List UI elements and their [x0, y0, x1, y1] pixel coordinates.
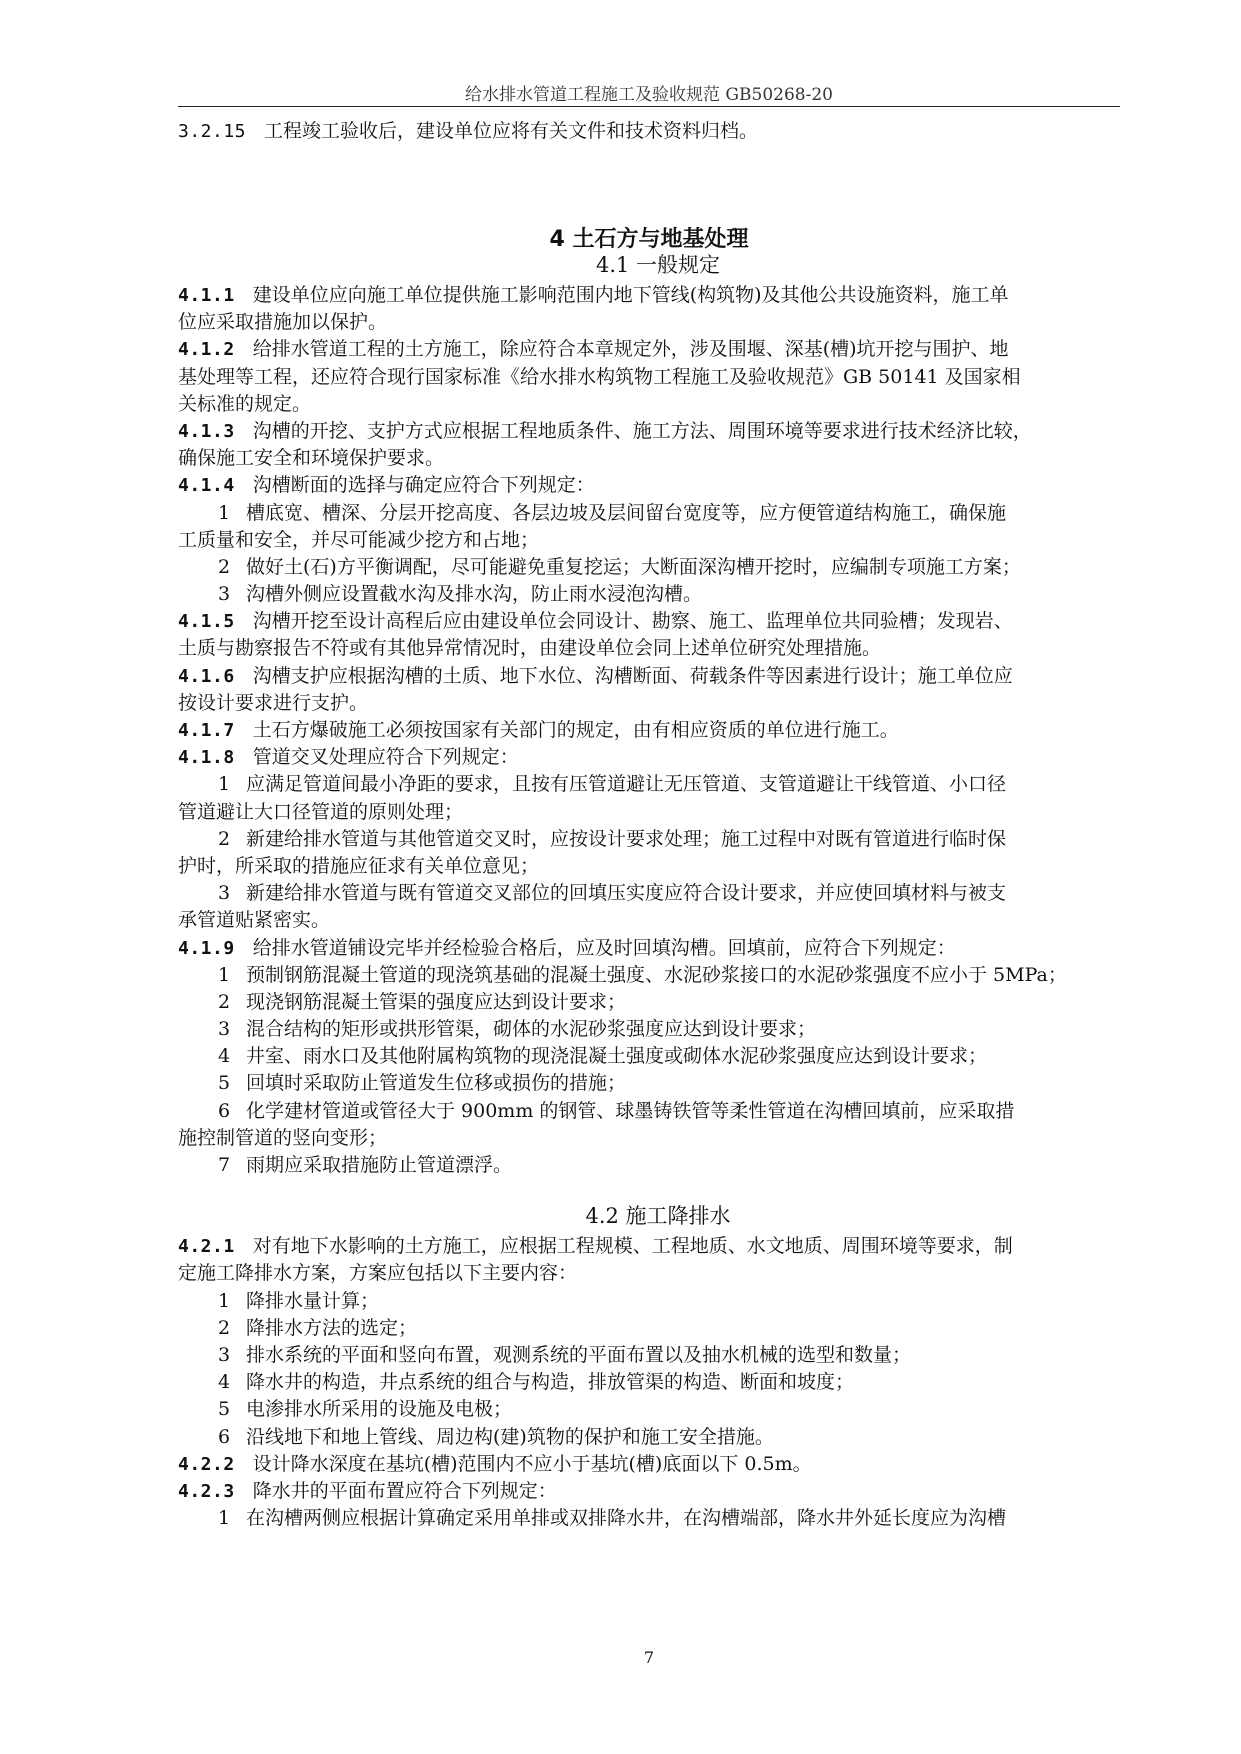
clause-text: 土石方爆破施工必须按国家有关部门的规定，由有相应资质的单位进行施工。: [252, 719, 899, 741]
clause-4-1-7: [178, 717, 1138, 744]
list-item: [178, 1070, 1138, 1097]
clause-text: 设计降水深度在基坑(槽)范围内不应小于基坑(槽)底面以下 0.5m。: [252, 1452, 812, 1475]
list-item: [178, 1369, 1138, 1396]
clause-4-2-2: [178, 1451, 1138, 1478]
item-number: 4: [218, 1045, 231, 1068]
clause-number: 4.1.7: [178, 720, 235, 741]
item-text: 降排水量计算；: [246, 1289, 380, 1312]
item-text: 井室、雨水口及其他附属构筑物的现浇混凝土强度或砌体水泥砂浆强度应达到设计要求；: [246, 1045, 988, 1068]
list-item: [178, 1152, 1138, 1179]
item-text-cont: 施控制管道的竖向变形；: [178, 1126, 388, 1149]
clause-4-1-8: [178, 744, 1138, 771]
item-number: 1: [218, 1289, 231, 1312]
clause-text: 管道交叉处理应符合下列规定：: [252, 746, 519, 769]
clause-4-1-5: [178, 608, 1138, 635]
clause-number: 4.2.3: [178, 1480, 235, 1502]
item-number: 3: [218, 1018, 231, 1041]
item-number: 3: [218, 1343, 231, 1366]
clause-number: 4.2.2: [178, 1453, 235, 1475]
item-text: 沟槽外侧应设置截水沟及排水沟，防止雨水浸泡沟槽。: [246, 583, 703, 606]
clause-number: 4.1.2: [178, 339, 235, 361]
clause-number: 4.1.1: [178, 285, 235, 306]
item-number: 4: [218, 1371, 231, 1394]
list-item: [178, 1315, 1138, 1342]
list-item: [178, 1288, 1138, 1315]
clause-text: 沟槽开挖至设计高程后应由建设单位会同设计、勘察、施工、监理单位共同验槽；发现岩、: [252, 610, 1013, 633]
list-item: [178, 1016, 1138, 1043]
section-gap: [178, 1179, 1138, 1199]
list-item: [178, 962, 1138, 989]
item-number: 3: [218, 583, 231, 606]
clause-3-2-15: [178, 118, 1138, 145]
item-text: 在沟槽两侧应根据计算确定采用单排或双排降水井，在沟槽端部，降水井外延长度应为沟槽: [246, 1507, 1007, 1530]
clause-4-1-9: [178, 935, 1138, 962]
clause-text: 沟槽断面的选择与确定应符合下列规定：: [252, 474, 595, 497]
list-item: [178, 1424, 1138, 1451]
item-text: 雨期应采取措施防止管道漂浮。: [246, 1154, 513, 1176]
section-4-1: [178, 248, 1138, 1532]
page-content: [178, 118, 1138, 145]
clause-text-cont: 土质与勘察报告不符或有其他异常情况时，由建设单位会同上述单位研究处理措施。: [178, 637, 882, 660]
clause-number: 4.1.5: [178, 611, 235, 633]
clause-text-cont: 关标准的规定。: [178, 392, 312, 415]
item-text: 化学建材管道或管径大于 900mm 的钢管、球墨铸铁管等柔性管道在沟槽回填前，应采取措: [246, 1099, 1015, 1122]
item-number: 2: [218, 555, 231, 578]
section-title-4-1: 4.1 一般规定: [595, 253, 721, 277]
list-item: [178, 581, 1138, 608]
clause-4-2-3: [178, 1478, 1138, 1505]
item-text-cont: 护时，所采取的措施应征求有关单位意见；: [178, 854, 540, 877]
clause-4-1-3: [178, 418, 1138, 445]
item-text: 降水井的构造，井点系统的组合与构造，排放管渠的构造、断面和坡度；: [246, 1371, 855, 1394]
item-text: 沿线地下和地上管线、周边构(建)筑物的保护和施工安全措施。: [246, 1425, 774, 1448]
clause-4-1-2: [178, 336, 1138, 363]
item-text-cont: 承管道贴紧密实。: [178, 909, 331, 932]
clause-number: 4.1.4: [178, 475, 235, 497]
clause-number: 3.2.15: [178, 121, 247, 142]
item-number: 5: [218, 1072, 231, 1095]
clause-number: 4.1.6: [178, 665, 235, 687]
clause-4-1-1: [178, 282, 1138, 309]
clause-4-1-4: [178, 472, 1138, 499]
item-text: 应满足管道间最小净距的要求，且按有压管道避让无压管道、支管道避让干线管道、小口径: [246, 773, 1007, 796]
clause-number: 4.2.1: [178, 1236, 235, 1258]
item-text: 新建给排水管道与其他管道交叉时，应按设计要求处理；施工过程中对既有管道进行临时保: [246, 827, 1007, 850]
clause-number: 4.1.8: [178, 747, 235, 769]
list-item: [178, 826, 1138, 853]
item-number: 1: [218, 773, 231, 796]
item-text: 排水系统的平面和竖向布置，观测系统的平面布置以及抽水机械的选型和数量；: [246, 1343, 912, 1366]
item-number: 6: [218, 1099, 231, 1122]
item-number: 6: [218, 1425, 231, 1448]
item-text-cont: 管道避让大口径管道的原则处理；: [178, 800, 464, 823]
item-text: 降排水方法的选定；: [246, 1316, 418, 1339]
item-text: 新建给排水管道与既有管道交叉部位的回填压实度应符合设计要求，并应使回填材料与被支: [246, 882, 1007, 905]
item-number: 2: [218, 1316, 231, 1339]
item-number: 7: [218, 1154, 231, 1176]
clause-text-cont: 按设计要求进行支护。: [178, 691, 369, 714]
section-title-4-2: 4.2 施工降排水: [585, 1204, 731, 1229]
chapter-title: 4 土石方与地基处理: [549, 227, 749, 252]
item-text-cont: 工质量和安全，并尽可能减少挖方和占地；: [178, 528, 540, 551]
clause-4-2-1: [178, 1233, 1138, 1260]
item-number: 1: [218, 501, 231, 524]
item-text: 预制钢筋混凝土管道的现浇筑基础的混凝土强度、水泥砂浆接口的水泥砂浆强度不应小于 5MPa；: [246, 963, 1067, 986]
item-text: 现浇钢筋混凝土管渠的强度应达到设计要求；: [246, 990, 627, 1013]
clause-text-cont: 确保施工安全和环境保护要求。: [178, 447, 445, 470]
list-item: [178, 880, 1138, 907]
item-text: 回填时采取防止管道发生位移或损伤的措施；: [246, 1072, 627, 1095]
running-header: 给水排水管道工程施工及验收规范 GB50268-20: [465, 85, 833, 105]
list-item: [178, 1043, 1138, 1070]
list-item: [178, 771, 1138, 798]
clause-text: 沟槽支护应根据沟槽的土质、地下水位、沟槽断面、荷载条件等因素进行设计；施工单位应: [252, 664, 1013, 687]
clause-text-cont: 定施工降排水方案，方案应包括以下主要内容：: [178, 1262, 578, 1285]
item-text: 混合结构的矩形或拱形管渠，砌体的水泥砂浆强度应达到设计要求；: [246, 1018, 817, 1041]
list-item: [178, 1342, 1138, 1369]
clause-text: 给排水管道工程的土方施工，除应符合本章规定外，涉及围堰、深基(槽)坑开挖与围护、地: [252, 338, 1009, 361]
clause-4-1-6: [178, 663, 1138, 690]
item-number: 2: [218, 990, 231, 1013]
item-number: 5: [218, 1398, 231, 1421]
item-number: 2: [218, 827, 231, 850]
list-item: [178, 1396, 1138, 1423]
clause-text-cont: 位应采取措施加以保护。: [178, 311, 388, 334]
list-item: [178, 1505, 1138, 1532]
item-number: 3: [218, 882, 231, 905]
item-number: 1: [218, 963, 231, 986]
page-number: 7: [643, 1648, 655, 1667]
clause-text: 降水井的平面布置应符合下列规定：: [252, 1479, 557, 1502]
clause-text: 工程竣工验收后，建设单位应将有关文件和技术资料归档。: [264, 120, 759, 142]
list-item: [178, 500, 1138, 527]
list-item: [178, 989, 1138, 1016]
header-rule: [178, 106, 1120, 107]
list-item: [178, 1098, 1138, 1125]
clause-text: 给排水管道铺设完毕并经检验合格后，应及时回填沟槽。回填前，应符合下列规定：: [252, 936, 956, 959]
item-text: 槽底宽、槽深、分层开挖高度、各层边坡及层间留台宽度等，应方便管道结构施工，确保施: [246, 501, 1007, 524]
item-number: 1: [218, 1507, 231, 1530]
clause-text: 建设单位应向施工单位提供施工影响范围内地下管线(构筑物)及其他公共设施资料，施工单: [252, 284, 1009, 306]
clause-text: 沟槽的开挖、支护方式应根据工程地质条件、施工方法、周围环境等要求进行技术经济比较，: [252, 419, 1032, 442]
item-text: 电渗排水所采用的设施及电极；: [246, 1398, 513, 1421]
item-text: 做好土(石)方平衡调配，尽可能避免重复挖运；大断面深沟槽开挖时，应编制专项施工方案；: [246, 555, 1021, 578]
list-item: [178, 554, 1138, 581]
clause-number: 4.1.9: [178, 937, 235, 959]
clause-text-cont: 基处理等工程，还应符合现行国家标准《给水排水构筑物工程施工及验收规范》GB 50141 及国家相: [178, 365, 1021, 388]
clause-number: 4.1.3: [178, 420, 235, 442]
clause-text: 对有地下水影响的土方施工，应根据工程规模、工程地质、水文地质、周围环境等要求，制: [252, 1235, 1013, 1258]
